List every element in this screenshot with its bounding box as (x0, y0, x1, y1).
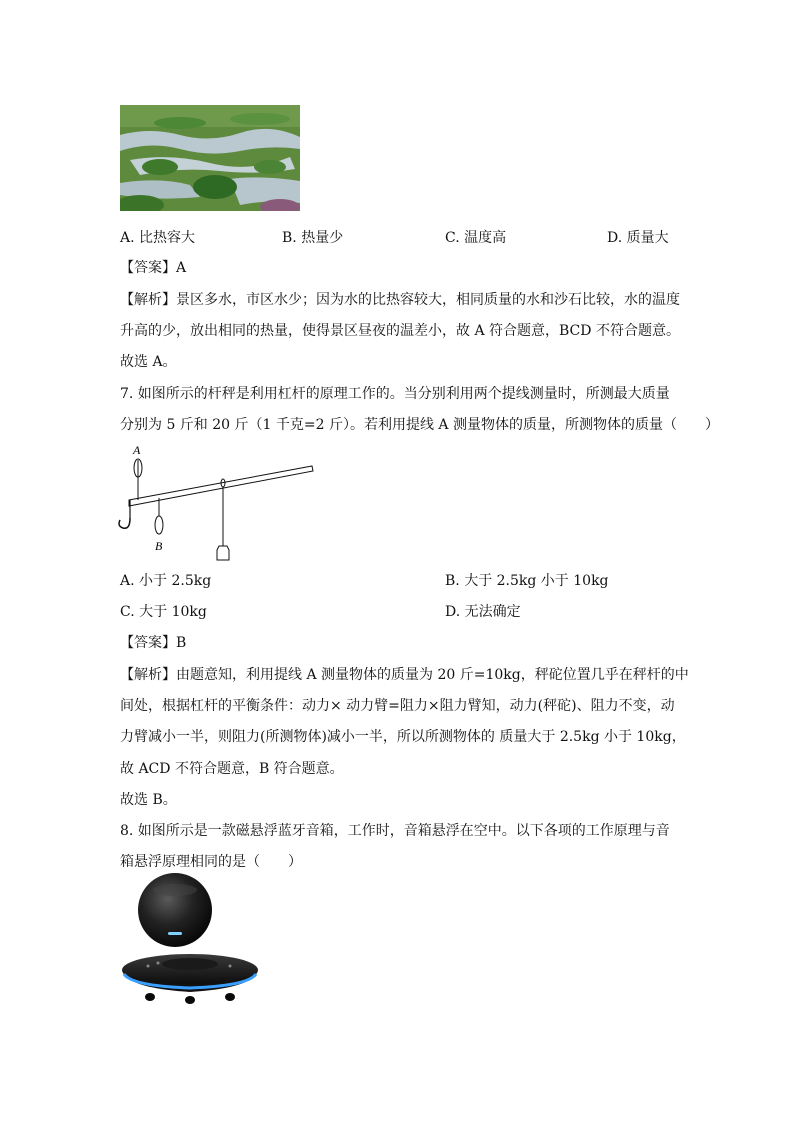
q7-option-d: D. 无法确定 (445, 604, 521, 620)
q6-option-c: C. 温度高 (445, 230, 507, 246)
maglev-speaker-photo (118, 860, 268, 1010)
label-a: A (133, 443, 141, 457)
q6-analysis-line-2: 升高的少，放出相同的热量，使得景区昼夜的温差小，故 A 符合题意，BCD 不符合题意。 (120, 323, 680, 339)
q7-analysis-text-1: 由题意知，利用提线 A 测量物体的质量为 20 斤=10kg，秤砣位置几乎在秤杆的中 (176, 667, 689, 683)
q7-analysis-line-1 (120, 665, 689, 685)
q7-answer: 【答案】B (120, 635, 187, 651)
q7-option-b: B. 大于 2.5kg 小于 10kg (445, 573, 609, 589)
q6-option-d: D. 质量大 (607, 230, 669, 246)
q6-option-b: B. 热量少 (282, 230, 344, 246)
q7-analysis-label: 【解析】 (120, 667, 176, 683)
q7-analysis-line-2: 间处，根据杠杆的平衡条件：动力× 动力臂=阻力×阻力臂知，动力(秤砣)、阻力不变，动 (120, 698, 675, 714)
q8-stem-line-1: 8. 如图所示是一款磁悬浮蓝牙音箱，工作时，音箱悬浮在空中。以下各项的工作原理与音 (120, 823, 670, 839)
q7-option-a: A. 小于 2.5kg (120, 573, 212, 589)
steelyard-figure (115, 440, 320, 565)
q6-analysis-line-1 (120, 290, 680, 310)
q7-analysis-line-4: 故 ACD 不符合题意，B 符合题意。 (120, 761, 344, 777)
q6-analysis-label: 【解析】 (120, 292, 176, 308)
q8-stem-line-2: 箱悬浮原理相同的是（ ） (120, 854, 302, 870)
label-b: B (155, 539, 163, 553)
q7-analysis-line-5: 故选 B。 (120, 792, 177, 808)
q7-stem-line-2: 分别为 5 斤和 20 斤（1 千克=2 斤）。若利用提线 A 测量物体的质量，所测物体的质量（ ） (120, 417, 719, 433)
wetland-photo (120, 105, 300, 211)
q7-stem-line-1: 7. 如图所示的杆秤是利用杠杆的原理工作的。当分别利用两个提线测量时，所测最大质量 (120, 386, 670, 402)
q6-answer: 【答案】A (120, 260, 187, 276)
q6-analysis-line-3: 故选 A。 (120, 354, 177, 370)
q6-analysis-text-1: 景区多水，市区水少；因为水的比热容较大，相同质量的水和沙石比较，水的温度 (176, 292, 680, 308)
q6-option-a: A. 比热容大 (120, 230, 196, 246)
q7-option-c: C. 大于 10kg (120, 604, 207, 620)
q7-analysis-line-3: 力臂减小一半，则阻力(所测物体)减小一半，所以所测物体的 质量大于 2.5kg 小于 10kg， (120, 729, 686, 745)
